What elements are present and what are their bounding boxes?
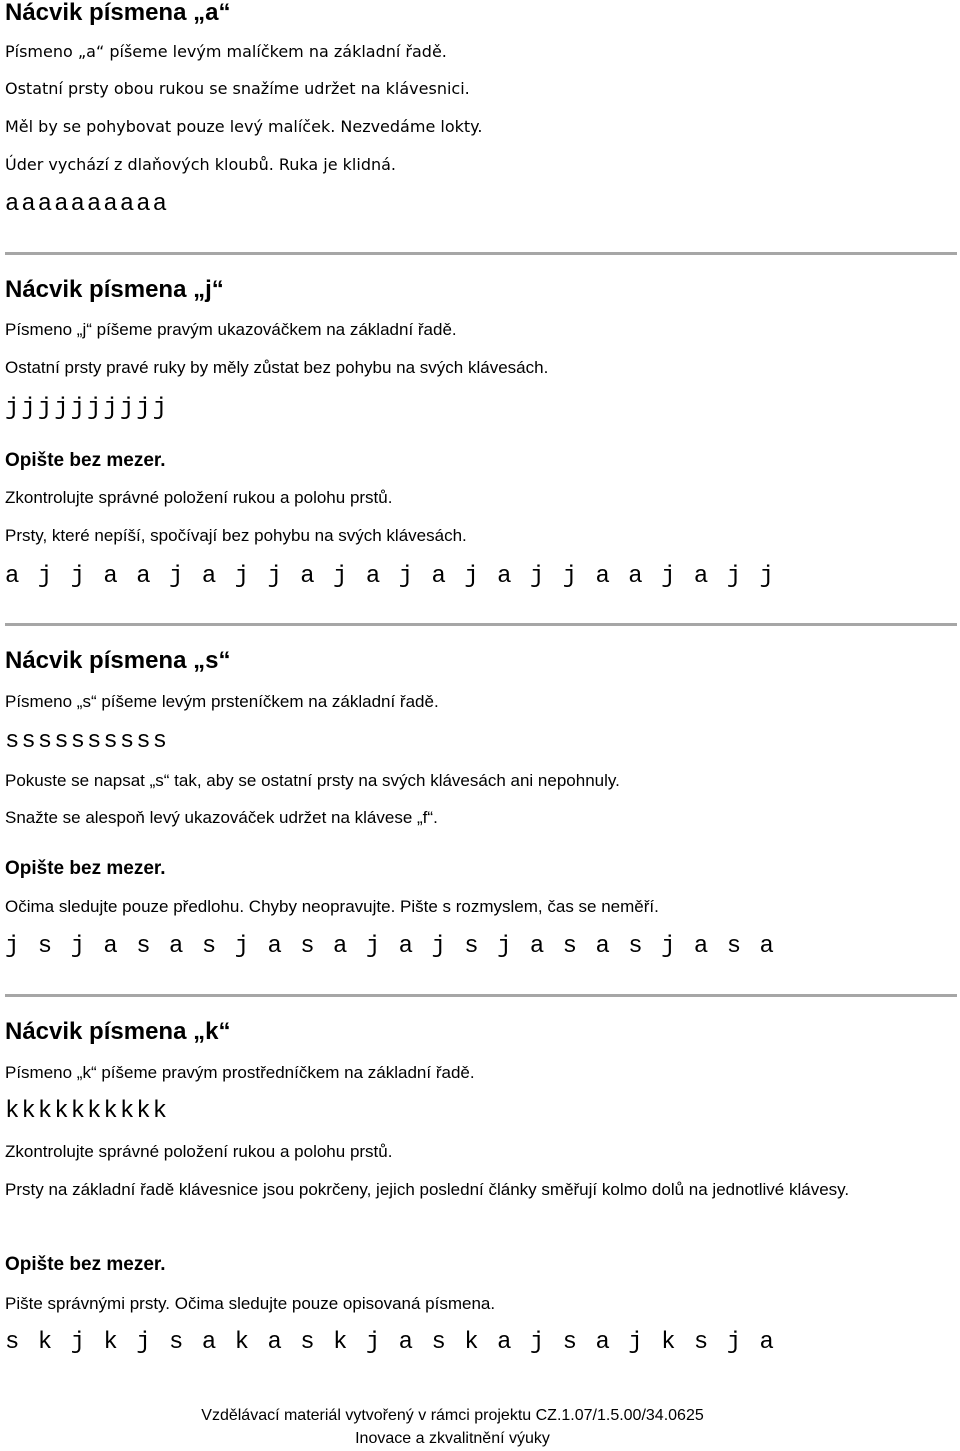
section-divider [5, 623, 957, 626]
section-divider [5, 252, 957, 255]
section-s-line: Pokuste se napsat „s“ tak, aby se ostatní prsty na svých klávesách ani nepohnuly. [5, 771, 620, 790]
footer-subtitle-line: Inovace a zkvalitnění výuky [355, 1430, 550, 1447]
section-a-title: Nácvik písmena „a“ [5, 0, 231, 26]
section-a-line: Měl by se pohybovat pouze levý malíček. Nezvedáme lokty. [5, 117, 483, 136]
section-k-title: Nácvik písmena „k“ [5, 1018, 231, 1045]
footer-project-line: Vzdělávací materiál vytvořený v rámci projektu CZ.1.07/1.5.00/34.0625 [201, 1407, 704, 1424]
section-k-exercise-drill: s k j k j s a k a s k j a s k a j s a j k s j a [5, 1329, 776, 1356]
section-k-line: Zkontrolujte správné položení rukou a polohu prstů. [5, 1142, 393, 1161]
section-s-title: Nácvik písmena „s“ [5, 647, 231, 674]
section-s-line: Snažte se alespoň levý ukazováček udržet na klávese „f“. [5, 808, 438, 827]
section-a-line: Úder vychází z dlaňových kloubů. Ruka je klidná. [5, 155, 397, 174]
section-a-drill: aaaaaaaaaa [5, 191, 170, 218]
section-a-line: Ostatní prsty obou rukou se snažíme udržet na klávesnici. [5, 79, 470, 98]
section-j-exercise-drill: a j j a a j a j j a j a j a j a j j a a j a j j [5, 563, 776, 590]
section-j-title: Nácvik písmena „j“ [5, 276, 224, 303]
section-k-exercise-heading: Opište bez mezer. [5, 1254, 166, 1275]
section-j-line: Písmeno „j“ píšeme pravým ukazováčkem na základní řadě. [5, 320, 457, 339]
section-k-exercise-line: Pište správnými prsty. Očima sledujte pouze opisovaná písmena. [5, 1294, 496, 1313]
section-j-drill: jjjjjjjjjj [5, 395, 170, 422]
section-a-line: Písmeno „a“ píšeme levým malíčkem na základní řadě. [5, 42, 447, 61]
section-j-exercise-line: Zkontrolujte správné položení rukou a polohu prstů. [5, 488, 393, 507]
section-s-exercise-heading: Opište bez mezer. [5, 858, 166, 879]
section-k-line: Písmeno „k“ píšeme pravým prostředníčkem na základní řadě. [5, 1063, 475, 1082]
section-s-line: Písmeno „s“ píšeme levým prsteníčkem na základní řadě. [5, 692, 439, 711]
section-s-drill: ssssssssss [5, 728, 170, 755]
section-j-line: Ostatní prsty pravé ruky by měly zůstat bez pohybu na svých klávesách. [5, 358, 549, 377]
section-k-drill: kkkkkkkkkk [5, 1098, 170, 1125]
section-j-exercise-line: Prsty, které nepíší, spočívají bez pohybu na svých klávesách. [5, 526, 467, 545]
section-s-exercise-drill: j s j a s a s j a s a j a j s j a s a s j a s a [5, 933, 776, 960]
section-s-exercise-line: Očima sledujte pouze předlohu. Chyby neopravujte. Pište s rozmyslem, čas se neměří. [5, 897, 659, 916]
section-k-line: Prsty na základní řadě klávesnice jsou pokrčeny, jejich poslední články směřují kolmo dolů na jednotlivé klávesy. [5, 1180, 850, 1199]
section-divider [5, 994, 957, 997]
section-j-exercise-heading: Opište bez mezer. [5, 450, 166, 471]
